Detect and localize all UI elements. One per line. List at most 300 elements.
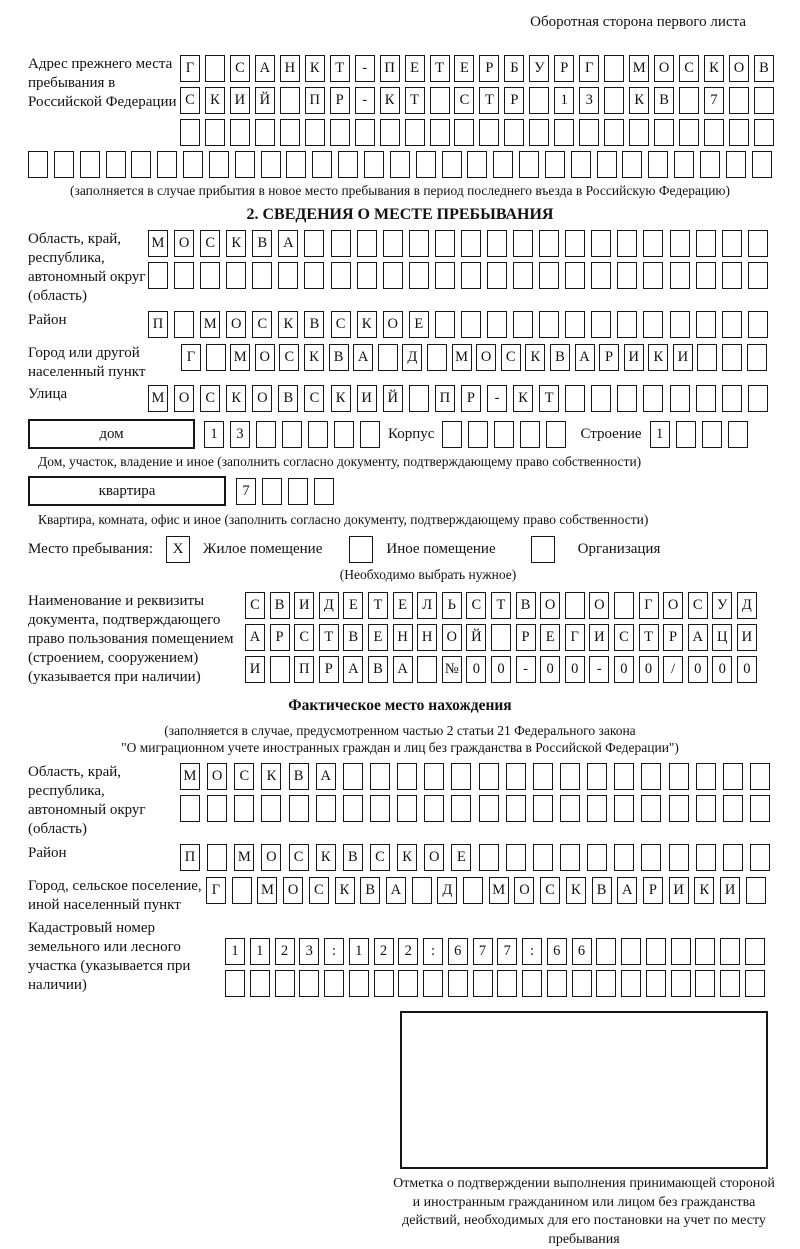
char-box[interactable] — [331, 230, 351, 257]
char-box[interactable]: - — [516, 656, 536, 683]
char-box[interactable]: : — [522, 938, 542, 965]
char-box[interactable] — [750, 795, 770, 822]
char-box[interactable]: А — [386, 877, 406, 904]
char-box[interactable] — [565, 311, 585, 338]
char-box[interactable] — [506, 795, 526, 822]
char-box[interactable]: М — [629, 55, 649, 82]
char-box[interactable]: С — [200, 385, 220, 412]
char-box[interactable]: Г — [181, 344, 201, 371]
char-box[interactable]: О — [252, 385, 272, 412]
char-box[interactable]: С — [279, 344, 299, 371]
char-box[interactable] — [614, 795, 634, 822]
char-box[interactable] — [435, 230, 455, 257]
char-box[interactable] — [695, 938, 715, 965]
char-box[interactable] — [312, 151, 332, 178]
char-box[interactable] — [232, 877, 252, 904]
char-box[interactable] — [473, 970, 493, 997]
char-box[interactable]: Н — [393, 624, 413, 651]
char-box[interactable] — [722, 311, 742, 338]
char-box[interactable]: О — [226, 311, 246, 338]
char-box[interactable] — [288, 478, 308, 505]
char-box[interactable] — [479, 795, 499, 822]
char-box[interactable]: К — [648, 344, 668, 371]
char-box[interactable]: 2 — [398, 938, 418, 965]
char-box[interactable] — [493, 151, 513, 178]
char-box[interactable]: : — [324, 938, 344, 965]
char-box[interactable] — [360, 421, 380, 448]
char-box[interactable] — [587, 844, 607, 871]
char-box[interactable] — [679, 87, 699, 114]
char-box[interactable] — [614, 763, 634, 790]
char-box[interactable]: 3 — [299, 938, 319, 965]
char-box[interactable] — [571, 151, 591, 178]
char-box[interactable]: 1 — [349, 938, 369, 965]
char-box[interactable] — [748, 262, 768, 289]
char-box[interactable] — [617, 385, 637, 412]
char-box[interactable]: 0 — [565, 656, 585, 683]
char-box[interactable] — [750, 763, 770, 790]
char-box[interactable] — [427, 344, 447, 371]
char-box[interactable]: И — [245, 656, 265, 683]
char-box[interactable]: К — [316, 844, 336, 871]
char-box[interactable]: 0 — [688, 656, 708, 683]
char-box[interactable] — [641, 844, 661, 871]
char-box[interactable]: А — [245, 624, 265, 651]
char-box[interactable]: - — [355, 87, 375, 114]
char-box[interactable] — [539, 230, 559, 257]
char-box[interactable]: Г — [565, 624, 585, 651]
char-box[interactable] — [417, 656, 437, 683]
char-box[interactable] — [383, 262, 403, 289]
char-box[interactable] — [622, 151, 642, 178]
char-box[interactable]: С — [309, 877, 329, 904]
char-box[interactable] — [435, 262, 455, 289]
char-box[interactable]: Т — [491, 592, 511, 619]
char-box[interactable]: С — [230, 55, 250, 82]
char-box[interactable]: 1 — [554, 87, 574, 114]
char-box[interactable]: П — [305, 87, 325, 114]
char-box[interactable] — [230, 119, 250, 146]
char-box[interactable]: Г — [579, 55, 599, 82]
char-box[interactable]: Р — [599, 344, 619, 371]
char-box[interactable] — [252, 262, 272, 289]
char-box[interactable]: 7 — [473, 938, 493, 965]
char-box[interactable]: 1 — [225, 938, 245, 965]
char-box[interactable] — [506, 763, 526, 790]
char-box[interactable] — [364, 151, 384, 178]
char-box[interactable] — [728, 421, 748, 448]
char-box[interactable]: Р — [504, 87, 524, 114]
char-box[interactable]: Е — [368, 624, 388, 651]
char-box[interactable]: Л — [417, 592, 437, 619]
char-box[interactable] — [722, 385, 742, 412]
char-box[interactable]: И — [357, 385, 377, 412]
char-box[interactable] — [357, 262, 377, 289]
char-box[interactable] — [174, 262, 194, 289]
char-box[interactable] — [643, 262, 663, 289]
char-box[interactable] — [748, 230, 768, 257]
char-box[interactable]: У — [529, 55, 549, 82]
char-box[interactable] — [560, 844, 580, 871]
char-box[interactable] — [304, 230, 324, 257]
char-box[interactable] — [671, 970, 691, 997]
char-box[interactable]: А — [255, 55, 275, 82]
char-box[interactable]: П — [380, 55, 400, 82]
char-box[interactable] — [754, 119, 774, 146]
char-box[interactable]: 0 — [737, 656, 757, 683]
char-box[interactable] — [617, 262, 637, 289]
char-box[interactable] — [349, 970, 369, 997]
char-box[interactable] — [696, 385, 716, 412]
char-box[interactable]: К — [261, 763, 281, 790]
char-box[interactable]: Р — [319, 656, 339, 683]
char-box[interactable]: 0 — [466, 656, 486, 683]
char-box[interactable] — [255, 119, 275, 146]
char-box[interactable] — [696, 262, 716, 289]
char-box[interactable]: Й — [255, 87, 275, 114]
char-box[interactable] — [596, 938, 616, 965]
char-box[interactable] — [207, 844, 227, 871]
char-box[interactable]: В — [516, 592, 536, 619]
char-box[interactable]: 0 — [712, 656, 732, 683]
char-box[interactable]: В — [368, 656, 388, 683]
char-box[interactable] — [702, 421, 722, 448]
char-box[interactable] — [748, 311, 768, 338]
char-box[interactable]: В — [278, 385, 298, 412]
char-box[interactable]: Д — [437, 877, 457, 904]
char-box[interactable] — [256, 421, 276, 448]
char-box[interactable] — [28, 151, 48, 178]
char-box[interactable]: - — [355, 55, 375, 82]
char-box[interactable] — [604, 87, 624, 114]
char-box[interactable] — [648, 151, 668, 178]
char-box[interactable] — [700, 151, 720, 178]
char-box[interactable] — [430, 119, 450, 146]
char-box[interactable] — [289, 795, 309, 822]
char-box[interactable] — [270, 656, 290, 683]
char-box[interactable] — [234, 795, 254, 822]
char-box[interactable]: А — [393, 656, 413, 683]
char-box[interactable]: С — [234, 763, 254, 790]
char-box[interactable]: К — [397, 844, 417, 871]
char-box[interactable] — [597, 151, 617, 178]
char-box[interactable]: В — [754, 55, 774, 82]
char-box[interactable]: С — [294, 624, 314, 651]
char-box[interactable] — [343, 795, 363, 822]
char-box[interactable]: Г — [639, 592, 659, 619]
char-box[interactable]: С — [252, 311, 272, 338]
char-box[interactable] — [729, 119, 749, 146]
char-box[interactable] — [80, 151, 100, 178]
char-box[interactable] — [54, 151, 74, 178]
char-box[interactable] — [424, 763, 444, 790]
char-box[interactable] — [697, 344, 717, 371]
char-box[interactable] — [374, 970, 394, 997]
char-box[interactable] — [671, 938, 691, 965]
char-box[interactable]: С — [200, 230, 220, 257]
char-box[interactable] — [106, 151, 126, 178]
char-box[interactable]: С — [501, 344, 521, 371]
char-box[interactable]: Т — [368, 592, 388, 619]
char-box[interactable] — [338, 151, 358, 178]
char-box[interactable] — [487, 230, 507, 257]
char-box[interactable] — [370, 795, 390, 822]
char-box[interactable] — [676, 421, 696, 448]
char-box[interactable] — [604, 55, 624, 82]
char-box[interactable] — [463, 877, 483, 904]
char-box[interactable] — [494, 421, 514, 448]
char-box[interactable] — [604, 119, 624, 146]
char-box[interactable] — [519, 151, 539, 178]
char-box[interactable]: А — [575, 344, 595, 371]
char-box[interactable] — [746, 877, 766, 904]
char-box[interactable] — [513, 262, 533, 289]
char-box[interactable] — [591, 385, 611, 412]
char-box[interactable] — [752, 151, 772, 178]
char-box[interactable]: А — [316, 763, 336, 790]
char-box[interactable]: К — [278, 311, 298, 338]
char-box[interactable]: - — [589, 656, 609, 683]
char-box[interactable] — [506, 844, 526, 871]
char-box[interactable]: К — [226, 385, 246, 412]
char-box[interactable]: Т — [479, 87, 499, 114]
char-box[interactable] — [554, 119, 574, 146]
char-box[interactable]: К — [513, 385, 533, 412]
char-box[interactable]: И — [589, 624, 609, 651]
char-box[interactable] — [435, 311, 455, 338]
char-box[interactable] — [343, 763, 363, 790]
char-box[interactable]: А — [617, 877, 637, 904]
char-box[interactable]: М — [452, 344, 472, 371]
char-box[interactable] — [183, 151, 203, 178]
char-box[interactable] — [442, 421, 462, 448]
char-box[interactable]: П — [148, 311, 168, 338]
char-box[interactable] — [461, 262, 481, 289]
char-box[interactable]: К — [525, 344, 545, 371]
char-box[interactable]: М — [180, 763, 200, 790]
char-box[interactable] — [641, 795, 661, 822]
char-box[interactable]: В — [329, 344, 349, 371]
char-box[interactable] — [378, 344, 398, 371]
char-box[interactable] — [174, 311, 194, 338]
char-box[interactable]: К — [566, 877, 586, 904]
char-box[interactable] — [262, 478, 282, 505]
char-box[interactable]: С — [180, 87, 200, 114]
char-box[interactable]: Н — [280, 55, 300, 82]
char-box[interactable]: 6 — [572, 938, 592, 965]
char-box[interactable] — [539, 262, 559, 289]
char-box[interactable] — [261, 151, 281, 178]
char-box[interactable] — [405, 119, 425, 146]
char-box[interactable] — [448, 970, 468, 997]
char-box[interactable] — [670, 311, 690, 338]
char-box[interactable]: / — [663, 656, 683, 683]
char-box[interactable]: О — [283, 877, 303, 904]
char-box[interactable]: В — [289, 763, 309, 790]
char-box[interactable]: Е — [405, 55, 425, 82]
char-box[interactable]: 0 — [614, 656, 634, 683]
char-box[interactable] — [275, 970, 295, 997]
char-box[interactable]: 0 — [540, 656, 560, 683]
char-box[interactable] — [579, 119, 599, 146]
char-box[interactable]: О — [207, 763, 227, 790]
char-box[interactable]: 7 — [236, 478, 256, 505]
char-box[interactable]: 2 — [374, 938, 394, 965]
char-box[interactable]: Т — [319, 624, 339, 651]
char-box[interactable] — [299, 970, 319, 997]
char-box[interactable]: Т — [539, 385, 559, 412]
char-box[interactable]: У — [712, 592, 732, 619]
char-box[interactable] — [235, 151, 255, 178]
char-box[interactable]: К — [335, 877, 355, 904]
char-box[interactable]: К — [694, 877, 714, 904]
char-box[interactable]: Т — [405, 87, 425, 114]
char-box[interactable] — [330, 119, 350, 146]
char-box[interactable]: В — [270, 592, 290, 619]
char-box[interactable]: Й — [383, 385, 403, 412]
char-box[interactable]: Е — [393, 592, 413, 619]
char-box[interactable] — [278, 262, 298, 289]
char-box[interactable]: 3 — [579, 87, 599, 114]
char-box[interactable] — [546, 421, 566, 448]
char-box[interactable] — [261, 795, 281, 822]
char-box[interactable] — [148, 262, 168, 289]
char-box[interactable]: П — [294, 656, 314, 683]
char-box[interactable]: С — [688, 592, 708, 619]
char-box[interactable] — [643, 311, 663, 338]
char-box[interactable] — [617, 230, 637, 257]
char-box[interactable]: - — [487, 385, 507, 412]
char-box[interactable] — [547, 970, 567, 997]
stay-type-checkbox-other-premises[interactable] — [349, 536, 373, 563]
char-box[interactable] — [380, 119, 400, 146]
char-box[interactable] — [696, 311, 716, 338]
char-box[interactable]: П — [180, 844, 200, 871]
char-box[interactable]: О — [255, 344, 275, 371]
char-box[interactable] — [461, 230, 481, 257]
char-box[interactable] — [587, 763, 607, 790]
char-box[interactable]: Ц — [712, 624, 732, 651]
char-box[interactable] — [596, 970, 616, 997]
char-box[interactable] — [504, 119, 524, 146]
char-box[interactable]: Р — [643, 877, 663, 904]
char-box[interactable] — [355, 119, 375, 146]
char-box[interactable] — [565, 385, 585, 412]
char-box[interactable]: К — [305, 55, 325, 82]
char-box[interactable] — [282, 421, 302, 448]
char-box[interactable]: Г — [206, 877, 226, 904]
char-box[interactable]: К — [331, 385, 351, 412]
char-box[interactable]: И — [669, 877, 689, 904]
char-box[interactable]: О — [261, 844, 281, 871]
char-box[interactable]: 3 — [230, 421, 250, 448]
char-box[interactable]: 0 — [639, 656, 659, 683]
char-box[interactable] — [479, 763, 499, 790]
char-box[interactable] — [520, 421, 540, 448]
char-box[interactable] — [591, 311, 611, 338]
char-box[interactable]: № — [442, 656, 462, 683]
stay-type-checkbox-residential[interactable]: X — [166, 536, 190, 563]
char-box[interactable] — [591, 262, 611, 289]
char-box[interactable]: М — [234, 844, 254, 871]
char-box[interactable] — [572, 970, 592, 997]
char-box[interactable]: С — [245, 592, 265, 619]
char-box[interactable]: В — [343, 624, 363, 651]
char-box[interactable] — [529, 87, 549, 114]
char-box[interactable]: А — [353, 344, 373, 371]
char-box[interactable] — [334, 421, 354, 448]
char-box[interactable] — [207, 795, 227, 822]
char-box[interactable]: А — [688, 624, 708, 651]
char-box[interactable] — [696, 795, 716, 822]
char-box[interactable]: П — [435, 385, 455, 412]
char-box[interactable]: 6 — [448, 938, 468, 965]
char-box[interactable] — [397, 763, 417, 790]
char-box[interactable] — [565, 592, 585, 619]
char-box[interactable] — [424, 795, 444, 822]
char-box[interactable]: С — [289, 844, 309, 871]
char-box[interactable]: А — [278, 230, 298, 257]
char-box[interactable] — [308, 421, 328, 448]
char-box[interactable]: Е — [343, 592, 363, 619]
char-box[interactable]: Р — [461, 385, 481, 412]
char-box[interactable] — [696, 844, 716, 871]
char-box[interactable] — [467, 151, 487, 178]
char-box[interactable] — [423, 970, 443, 997]
char-box[interactable] — [747, 344, 767, 371]
char-box[interactable] — [565, 262, 585, 289]
char-box[interactable] — [695, 970, 715, 997]
char-box[interactable] — [614, 844, 634, 871]
char-box[interactable] — [180, 795, 200, 822]
char-box[interactable]: К — [704, 55, 724, 82]
char-box[interactable] — [560, 795, 580, 822]
char-box[interactable]: В — [654, 87, 674, 114]
char-box[interactable]: О — [424, 844, 444, 871]
char-box[interactable]: В — [252, 230, 272, 257]
char-box[interactable] — [513, 311, 533, 338]
char-box[interactable]: С — [454, 87, 474, 114]
char-box[interactable]: Й — [466, 624, 486, 651]
char-box[interactable] — [397, 795, 417, 822]
char-box[interactable]: К — [205, 87, 225, 114]
char-box[interactable]: О — [174, 230, 194, 257]
char-box[interactable]: : — [423, 938, 443, 965]
char-box[interactable]: Е — [540, 624, 560, 651]
char-box[interactable]: М — [489, 877, 509, 904]
char-box[interactable] — [545, 151, 565, 178]
char-box[interactable]: В — [592, 877, 612, 904]
char-box[interactable] — [729, 87, 749, 114]
char-box[interactable] — [646, 970, 666, 997]
char-box[interactable]: С — [331, 311, 351, 338]
char-box[interactable] — [654, 119, 674, 146]
char-box[interactable] — [750, 844, 770, 871]
stay-type-checkbox-organization[interactable] — [531, 536, 555, 563]
char-box[interactable] — [560, 763, 580, 790]
char-box[interactable] — [316, 795, 336, 822]
char-box[interactable] — [491, 624, 511, 651]
char-box[interactable]: Е — [454, 55, 474, 82]
char-box[interactable]: В — [343, 844, 363, 871]
char-box[interactable] — [670, 262, 690, 289]
char-box[interactable] — [225, 970, 245, 997]
char-box[interactable] — [723, 795, 743, 822]
char-box[interactable] — [479, 119, 499, 146]
char-box[interactable]: А — [343, 656, 363, 683]
char-box[interactable] — [357, 230, 377, 257]
char-box[interactable]: О — [476, 344, 496, 371]
